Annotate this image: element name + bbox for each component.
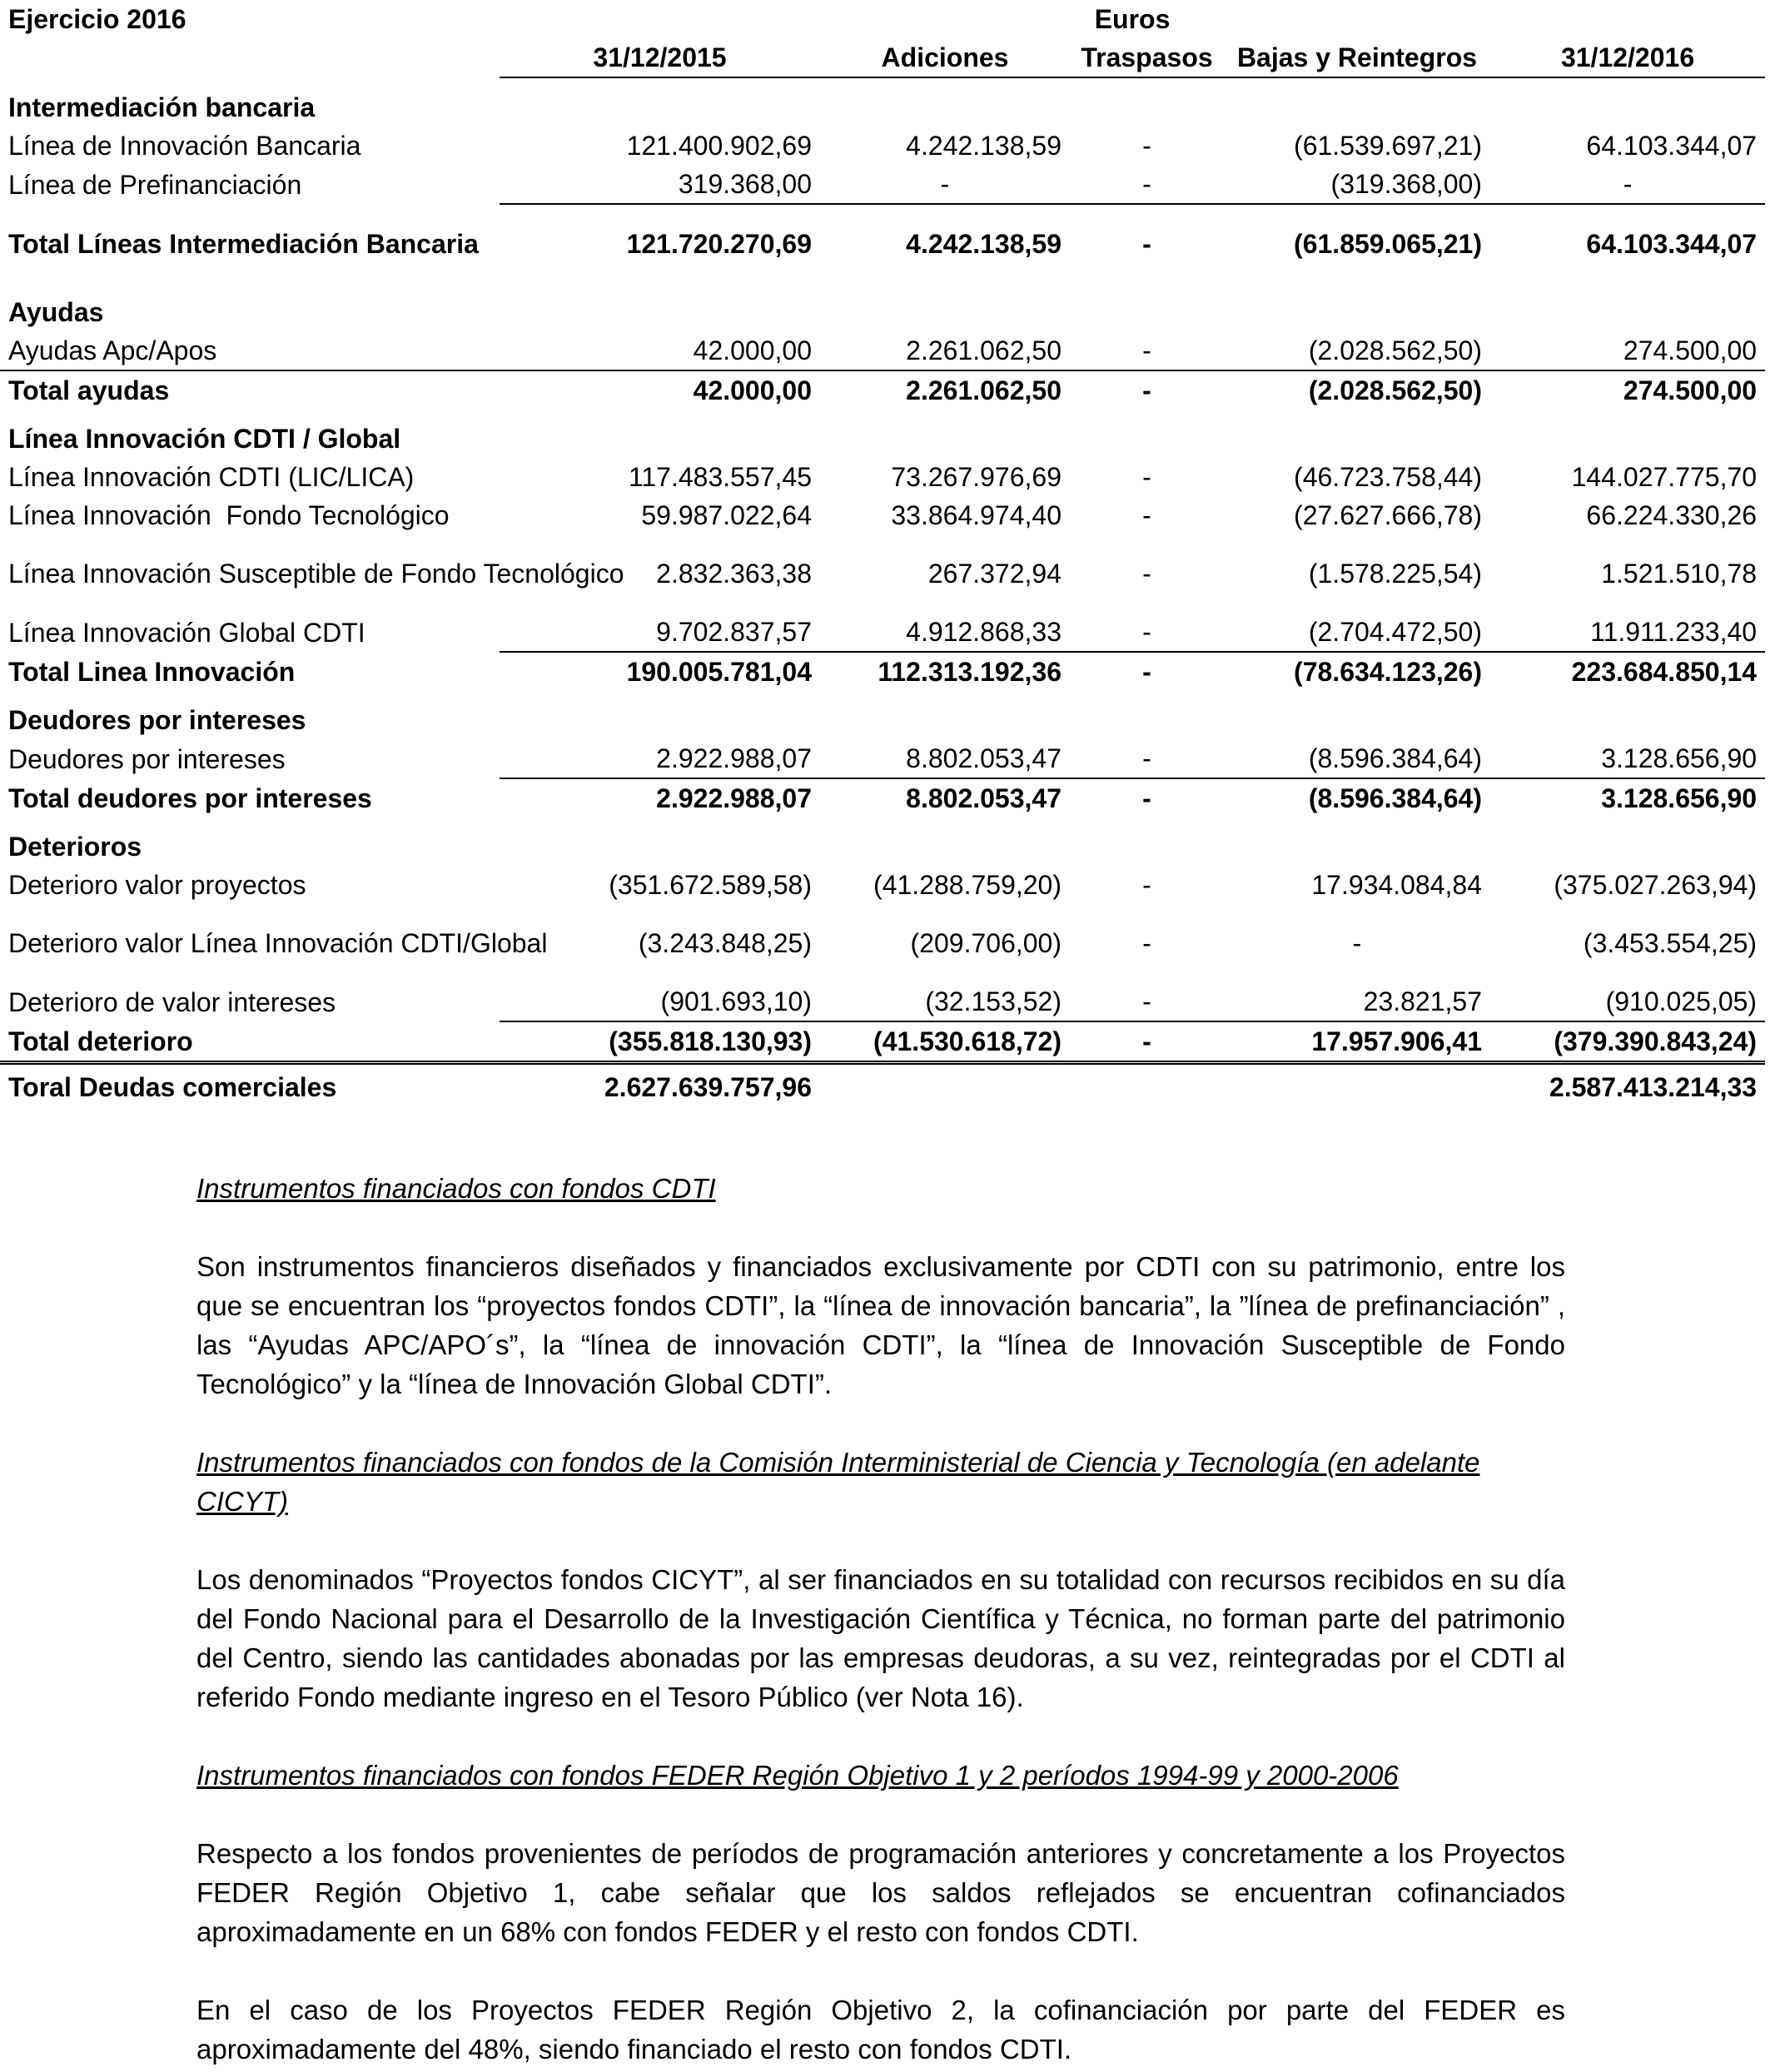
row-label: Deterioro valor proyectos — [8, 870, 306, 900]
cell-transfers: - — [1070, 982, 1224, 1021]
cell-start: 319.368,00 — [500, 165, 820, 204]
col-header-additions: Adiciones — [820, 38, 1070, 77]
cell-removals: 17.934.084,84 — [1311, 870, 1482, 900]
row-label: Deterioro valor Línea Innovación CDTI/Global — [8, 928, 548, 958]
paragraph-cicyt: Los denominados “Proyectos fondos CICYT”, al ser financiados en su totalidad con recursos recibidos en su día del Fondo Nacional para el Desarrollo de la Investigación Científica y Técnica, no forman parte del patrimonio del Centro, siendo las cantidades abonadas por las empresas deudoras, a su vez, reintegradas por el CDTI al referido Fondo mediante ingreso en el Tesoro Público (ver Nota 16). — [196, 1564, 1565, 1712]
cell-additions: (41.288.759,20) — [873, 870, 1062, 900]
table-row — [0, 496, 1765, 534]
total-additions: 2.261.062,50 — [906, 375, 1062, 405]
section-title-row — [0, 410, 1765, 458]
row-label: Ayudas Apc/Apos — [0, 331, 500, 370]
section-title-row — [0, 77, 1765, 127]
cell-transfers: - — [1070, 739, 1224, 778]
grand-total-removals — [1224, 1063, 1490, 1110]
col-header-end: 31/12/2016 — [1490, 38, 1765, 77]
heading-cdti-text: Instrumentos financiados con fondos CDTI — [196, 1173, 716, 1204]
cell-additions: 2.261.062,50 — [820, 331, 1070, 370]
cell-transfers: - — [1142, 870, 1151, 900]
table-row — [0, 534, 1765, 613]
col-header-transfers: Traspasos — [1070, 38, 1224, 77]
table-row — [0, 866, 1765, 904]
total-additions: 8.802.053,47 — [906, 783, 1062, 813]
cell-start: 117.483.557,45 — [628, 462, 812, 492]
table-header-row-2 — [0, 38, 1765, 77]
total-end: 223.684.850,14 — [1571, 657, 1758, 687]
total-start: 121.720.270,69 — [626, 229, 812, 259]
total-removals: (2.028.562,50) — [1308, 375, 1482, 405]
row-label: Línea de Innovación Bancaria — [8, 131, 361, 161]
table-row — [0, 458, 1765, 496]
total-removals: 17.957.906,41 — [1224, 1021, 1490, 1063]
row-label: Línea Innovación Global CDTI — [8, 617, 365, 648]
cell-start: 2.832.363,38 — [656, 559, 812, 589]
cell-removals: (2.704.472,50) — [1224, 613, 1490, 652]
total-label: Total deudores por intereses — [8, 783, 372, 813]
cell-transfers: - — [1142, 500, 1151, 530]
grand-total-row — [0, 1063, 1765, 1110]
table-row — [0, 739, 1765, 778]
row-label: Deterioro de valor intereses — [8, 986, 336, 1017]
total-removals: (8.596.384,64) — [1308, 783, 1482, 813]
total-label: Total Linea Innovación — [8, 656, 296, 687]
table-row — [0, 904, 1765, 982]
section-title: Deudores por intereses — [8, 705, 306, 735]
cell-additions: 73.267.976,69 — [891, 462, 1062, 492]
cell-transfers: - — [1142, 559, 1151, 589]
cell-transfers: - — [1142, 928, 1151, 958]
grand-total-transfers — [1070, 1063, 1224, 1110]
paragraph-feder-1: Respecto a los fondos provenientes de períodos de programación anteriores y concretamente a los Proyectos FEDER Región Objetivo 1, cabe señalar que los saldos reflejados se encuentran cofinanciados aproximadamente en un 68% con fondos FEDER y el resto con fondos CDTI. — [196, 1838, 1565, 1947]
row-label: Deudores por intereses — [8, 743, 286, 774]
cell-end: 274.500,00 — [1490, 331, 1765, 370]
total-start: 2.922.988,07 — [656, 783, 812, 813]
heading-cicyt: Instrumentos financiados con fondos de la Comisión Interministerial de Ciencia y Tecnología (en adelante CICYT) — [196, 1447, 1480, 1517]
cell-end: (910.025,05) — [1490, 982, 1765, 1021]
total-start: 42.000,00 — [693, 375, 812, 405]
row-label: Línea Innovación Fondo Tecnológico — [8, 500, 450, 530]
total-additions: 112.313.192,36 — [878, 657, 1062, 687]
total-row — [0, 204, 1765, 283]
total-transfers: - — [1142, 375, 1151, 405]
cell-additions: - — [820, 165, 1070, 204]
total-removals: (61.859.065,21) — [1294, 229, 1482, 259]
cell-start: 9.702.837,57 — [500, 613, 820, 652]
cell-start: 42.000,00 — [500, 331, 820, 370]
cell-start: 121.400.902,69 — [626, 131, 812, 161]
cell-additions: 4.912.868,33 — [820, 613, 1070, 652]
heading-cdti — [196, 1169, 1565, 1208]
currency-label: Euros — [1094, 4, 1171, 34]
total-row — [0, 1021, 1765, 1063]
cell-removals: (1.578.225,54) — [1308, 559, 1482, 589]
row-label: Línea Innovación Susceptible de Fondo Tecnológico — [8, 559, 624, 589]
cell-additions: 33.864.974,40 — [891, 500, 1062, 530]
cell-end: 144.027.775,70 — [1571, 462, 1758, 492]
total-transfers: - — [1142, 229, 1151, 259]
section-title-row — [0, 817, 1765, 866]
cell-removals: (8.596.384,64) — [1224, 739, 1490, 778]
section-title: Línea Innovación CDTI / Global — [8, 424, 401, 454]
cell-additions: 8.802.053,47 — [820, 739, 1070, 778]
total-end: 64.103.344,07 — [1586, 229, 1758, 259]
cell-end: (375.027.263,94) — [1554, 870, 1758, 900]
total-label: Total ayudas — [8, 375, 170, 405]
total-label: Total Líneas Intermediación Bancaria — [8, 228, 479, 259]
col-header-removals: Bajas y Reintegros — [1224, 38, 1490, 77]
total-start: (355.818.130,93) — [500, 1021, 820, 1063]
paragraph-cdti: Son instrumentos financieros diseñados y financiados exclusivamente por CDTI con su patrimonio, entre los que se encuentran los “proyectos fondos CDTI”, la “línea de innovación bancaria”, la ”línea de prefinanciación” , las “Ayudas APC/APO´s”, la “línea de innovación CDTI”, la “línea de Innovación Susceptible de Fondo Tecnológico” y la “línea de Innovación Global CDTI”. — [196, 1251, 1565, 1399]
cell-end: 66.224.330,26 — [1586, 500, 1758, 530]
cell-start: 59.987.022,64 — [641, 500, 812, 530]
cell-end: - — [1490, 165, 1765, 204]
total-row — [0, 370, 1765, 410]
cell-removals: (46.723.758,44) — [1294, 462, 1482, 492]
cell-end: 64.103.344,07 — [1586, 131, 1758, 161]
total-start: 190.005.781,04 — [626, 657, 812, 687]
cell-removals: (319.368,00) — [1224, 165, 1490, 204]
heading-feder — [196, 1756, 1565, 1795]
table-row — [0, 613, 1765, 652]
cell-start: (351.672.589,58) — [609, 870, 812, 900]
cell-removals: (27.627.666,78) — [1294, 500, 1482, 530]
cell-transfers: - — [1070, 331, 1224, 370]
row-label: Línea de Prefinanciación — [8, 169, 302, 200]
section-title: Ayudas — [8, 297, 104, 327]
total-end: (379.390.843,24) — [1490, 1021, 1765, 1063]
cell-start: (901.693,10) — [500, 982, 820, 1021]
cell-additions: 267.372,94 — [927, 559, 1062, 589]
total-transfers: - — [1142, 783, 1151, 813]
section-title: Intermediación bancaria — [8, 92, 316, 122]
cell-end: 1.521.510,78 — [1601, 559, 1758, 589]
total-row — [0, 652, 1765, 691]
header-blank — [0, 38, 500, 77]
cell-removals: (61.539.697,21) — [1294, 131, 1482, 161]
total-label: Total deterioro — [0, 1021, 500, 1063]
total-additions: 4.242.138,59 — [906, 229, 1062, 259]
total-transfers: - — [1142, 657, 1151, 687]
cell-transfers: - — [1070, 613, 1224, 652]
cell-additions: (209.706,00) — [910, 928, 1062, 958]
table-row — [0, 331, 1765, 370]
cell-additions: 4.242.138,59 — [906, 131, 1062, 161]
cell-additions: (32.153,52) — [820, 982, 1070, 1021]
row-label: Línea Innovación CDTI (LIC/LICA) — [8, 462, 415, 492]
section-title-row — [0, 283, 1765, 331]
total-removals: (78.634.123,26) — [1294, 657, 1482, 687]
grand-total-end: 2.587.413.214,33 — [1549, 1071, 1758, 1102]
cell-removals: - — [1352, 928, 1362, 958]
total-transfers: - — [1070, 1021, 1224, 1063]
total-end: 3.128.656,90 — [1601, 783, 1758, 813]
cell-start: (3.243.848,25) — [638, 928, 812, 958]
cell-transfers: - — [1142, 131, 1151, 161]
table-row — [0, 127, 1765, 165]
grand-total-label: Toral Deudas comerciales — [8, 1071, 337, 1102]
grand-total-additions — [820, 1063, 1070, 1110]
heading-feder-text: Instrumentos financiados con fondos FEDER Región Objetivo 1 y 2 períodos 1994-99 y 2000-2006 — [196, 1760, 1399, 1791]
table-row — [0, 982, 1765, 1021]
grand-total-start: 2.627.639.757,96 — [604, 1071, 812, 1102]
cell-end: 3.128.656,90 — [1490, 739, 1765, 778]
section-title-row — [0, 691, 1765, 739]
paragraph-feder-2: En el caso de los Proyectos FEDER Región Objetivo 2, la cofinanciación por parte del FEDER es aproximadamente del 48%, siendo financiado el resto con fondos CDTI. — [196, 1995, 1565, 2065]
total-additions: (41.530.618,72) — [820, 1021, 1070, 1063]
section-title: Deterioros — [8, 832, 142, 862]
cell-removals: (2.028.562,50) — [1224, 331, 1490, 370]
table-row — [0, 165, 1765, 204]
cell-transfers: - — [1142, 462, 1151, 492]
cell-end: (3.453.554,25) — [1583, 928, 1758, 958]
year-label: Ejercicio 2016 — [8, 4, 186, 34]
cell-removals: 23.821,57 — [1224, 982, 1490, 1021]
col-header-start: 31/12/2015 — [500, 38, 820, 77]
table-header-row-1 — [0, 0, 1765, 38]
cell-start: 2.922.988,07 — [500, 739, 820, 778]
cell-transfers: - — [1070, 165, 1224, 204]
cell-end: 11.911.233,40 — [1490, 613, 1765, 652]
total-end: 274.500,00 — [1623, 375, 1758, 405]
total-row — [0, 778, 1765, 817]
